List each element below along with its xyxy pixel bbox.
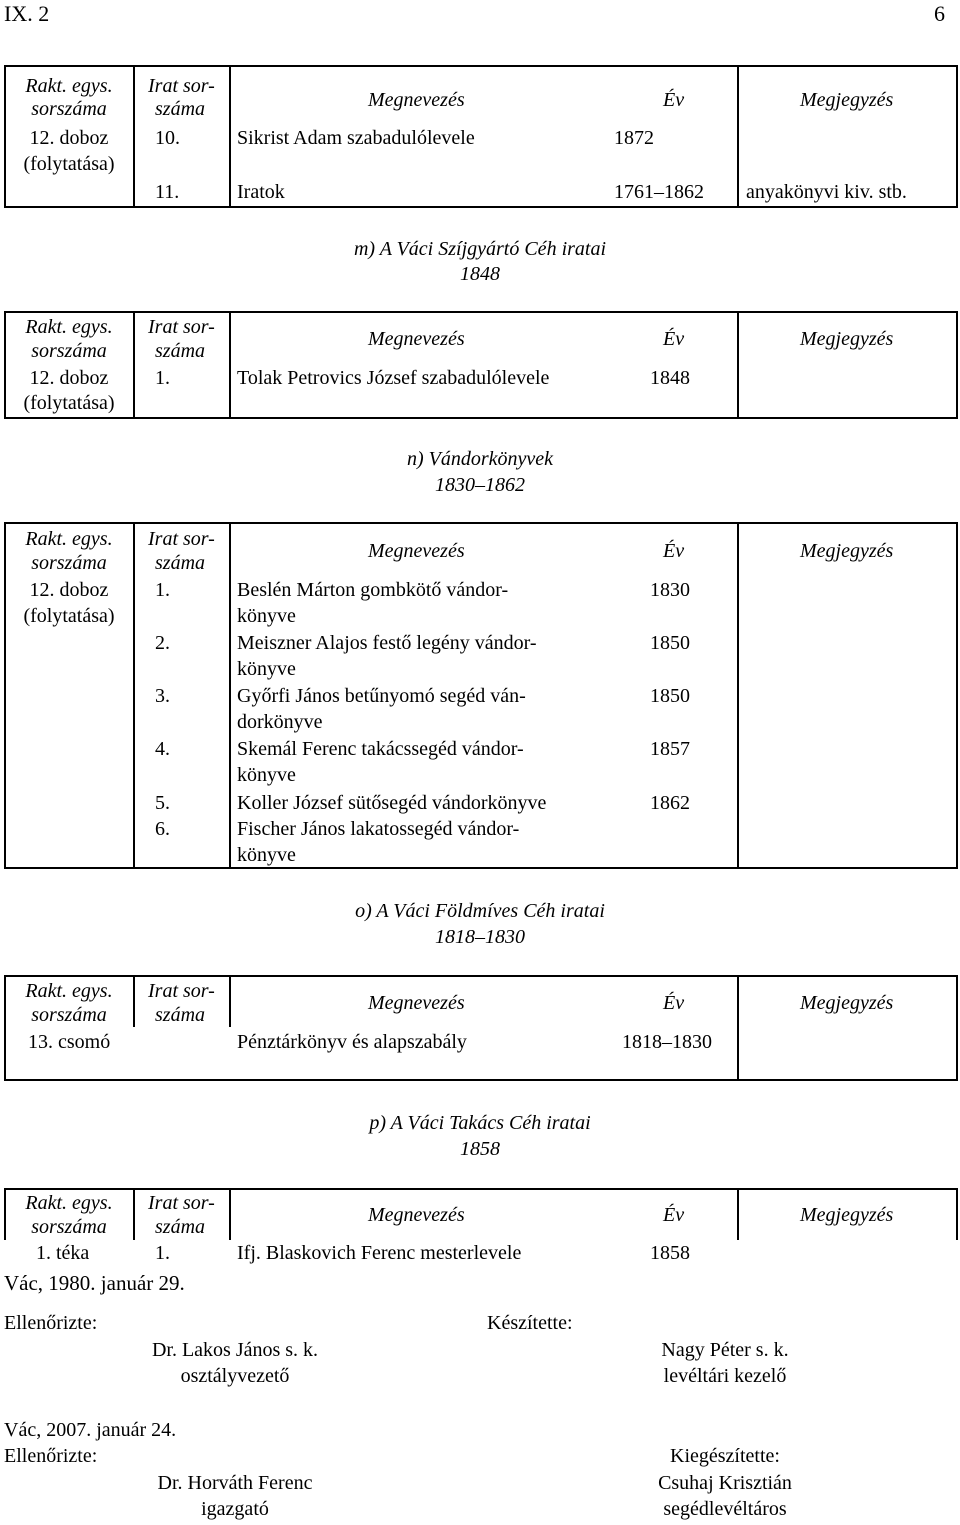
item-year: 1862 xyxy=(650,792,690,814)
unit-label: 13. csomó xyxy=(28,1031,111,1053)
col-header-rakt-1: Rakt. egys. xyxy=(25,75,113,97)
item-title-line-2: könyve xyxy=(237,605,296,627)
checker-2-title: igazgató xyxy=(201,1498,269,1520)
checked-label-2: Ellenőrizte: xyxy=(4,1445,98,1467)
col-header-rakt-1: Rakt. egys. xyxy=(25,528,113,550)
chapter-label: IX. 2 xyxy=(4,1,50,26)
item-number: 1. xyxy=(155,579,170,601)
unit-label-2: (folytatása) xyxy=(23,605,115,627)
item-year: 1858 xyxy=(650,1242,690,1264)
col-header-megjegyzes: Megjegyzés xyxy=(800,992,894,1014)
col-header-irat-1: Irat sor- xyxy=(148,528,215,550)
col-header-megjegyzes: Megjegyzés xyxy=(800,89,894,111)
section-years-n: 1830–1862 xyxy=(435,474,525,496)
col-header-irat-2: száma xyxy=(155,98,206,120)
supplementer-name: Csuhaj Krisztián xyxy=(658,1472,792,1494)
item-year: 1761–1862 xyxy=(614,181,704,203)
col-header-rakt-2: sorszáma xyxy=(31,552,107,574)
col-header-irat-1: Irat sor- xyxy=(148,1192,215,1214)
unit-label-1: 12. doboz xyxy=(29,367,109,389)
section-years-m: 1848 xyxy=(460,263,500,285)
page-number: 6 xyxy=(934,1,945,26)
unit-label-2: (folytatása) xyxy=(23,392,115,414)
checker-1-name: Dr. Lakos János s. k. xyxy=(151,1339,319,1361)
item-number: 11. xyxy=(155,181,180,203)
item-number: 10. xyxy=(155,127,180,149)
item-title: Pénztárkönyv és alapszabály xyxy=(237,1031,467,1053)
item-number: 6. xyxy=(155,818,170,840)
item-year: 1872 xyxy=(614,127,654,149)
section-title-m: m) A Váci Szíjgyártó Céh iratai xyxy=(353,238,607,260)
item-title-line-2: könyve xyxy=(237,658,296,680)
col-header-rakt-1: Rakt. egys. xyxy=(25,316,113,338)
col-header-megnevezes: Megnevezés xyxy=(368,89,465,111)
col-header-megnevezes: Megnevezés xyxy=(368,1204,465,1226)
preparer-title: levéltári kezelő xyxy=(663,1365,787,1387)
preparer-name: Nagy Péter s. k. xyxy=(661,1339,789,1361)
item-number: 1. xyxy=(155,1242,170,1264)
col-header-megnevezes: Megnevezés xyxy=(368,328,465,350)
col-header-irat-1: Irat sor- xyxy=(148,75,215,97)
item-title-line-2: könyve xyxy=(237,844,296,866)
item-title-line-1: Győrfi János betűnyomó segéd ván- xyxy=(237,685,526,707)
item-title-line-1: Beslén Márton gombkötő vándor- xyxy=(237,579,509,601)
col-header-rakt-2: sorszáma xyxy=(31,1216,107,1238)
col-header-ev: Év xyxy=(663,992,685,1014)
item-number: 1. xyxy=(155,367,170,389)
item-number: 5. xyxy=(155,792,170,814)
col-header-irat-2: száma xyxy=(155,552,206,574)
col-header-rakt-2: sorszáma xyxy=(31,98,107,120)
col-header-megjegyzes: Megjegyzés xyxy=(800,328,894,350)
place-date-1: Vác, 1980. január 29. xyxy=(4,1271,185,1295)
item-year: 1850 xyxy=(650,685,690,707)
col-header-irat-2: száma xyxy=(155,1004,206,1026)
item-title-line-1: Skemál Ferenc takácssegéd vándor- xyxy=(237,738,524,760)
item-title-line-1: Fischer János lakatossegéd vándor- xyxy=(237,818,520,840)
prepared-label: Készítette: xyxy=(487,1312,573,1334)
item-number: 4. xyxy=(155,738,170,760)
col-header-rakt-2: sorszáma xyxy=(31,1004,107,1026)
col-header-irat-2: száma xyxy=(155,340,206,362)
item-title-line-1: Meiszner Alajos festő legény vándor- xyxy=(237,632,537,654)
item-title-line-1: Koller József sütősegéd vándorkönyve xyxy=(237,792,547,814)
col-header-rakt-1: Rakt. egys. xyxy=(25,980,113,1002)
col-header-megnevezes: Megnevezés xyxy=(368,992,465,1014)
supplemented-label: Kiegészítette: xyxy=(670,1445,780,1467)
col-header-irat-2: száma xyxy=(155,1216,206,1238)
item-title: Ifj. Blaskovich Ferenc mesterlevele xyxy=(237,1242,522,1264)
checker-1-title: osztályvezető xyxy=(180,1365,290,1387)
item-title-line-2: dorkönyve xyxy=(237,711,323,733)
col-header-megjegyzes: Megjegyzés xyxy=(800,1204,894,1226)
section-title-p: p) A Váci Takács Céh iratai xyxy=(369,1112,591,1134)
item-year: 1848 xyxy=(650,367,690,389)
item-title-line-2: könyve xyxy=(237,764,296,786)
item-title: Iratok xyxy=(237,181,285,203)
item-number: 2. xyxy=(155,632,170,654)
unit-label-1: 12. doboz xyxy=(29,127,109,149)
item-number: 3. xyxy=(155,685,170,707)
place-date-2: Vác, 2007. január 24. xyxy=(4,1419,177,1441)
col-header-ev: Év xyxy=(663,1204,685,1226)
col-header-rakt-2: sorszáma xyxy=(31,340,107,362)
section-title-n: n) Vándorkönyvek xyxy=(406,448,554,470)
unit-label-1: 12. doboz xyxy=(29,579,109,601)
item-year: 1830 xyxy=(650,579,690,601)
item-year: 1857 xyxy=(650,738,690,760)
col-header-ev: Év xyxy=(663,328,685,350)
item-title: Sikrist Adam szabadulólevele xyxy=(237,127,475,149)
section-years-o: 1818–1830 xyxy=(435,926,525,948)
item-year: 1850 xyxy=(650,632,690,654)
item-year: 1818–1830 xyxy=(622,1031,712,1053)
section-title-o: o) A Váci Földmíves Céh iratai xyxy=(355,900,605,922)
item-title: Tolak Petrovics József szabadulólevele xyxy=(237,367,550,389)
supplementer-title: segédlevéltáros xyxy=(663,1498,787,1520)
col-header-megjegyzes: Megjegyzés xyxy=(800,540,894,562)
unit-label: 1. téka xyxy=(36,1242,90,1264)
col-header-ev: Év xyxy=(663,89,685,111)
checker-2-name: Dr. Horváth Ferenc xyxy=(157,1472,313,1494)
unit-label-2: (folytatása) xyxy=(23,153,115,175)
col-header-ev: Év xyxy=(663,540,685,562)
checked-label-1: Ellenőrizte: xyxy=(4,1312,98,1334)
col-header-rakt-1: Rakt. egys. xyxy=(25,1192,113,1214)
col-header-irat-1: Irat sor- xyxy=(148,316,215,338)
col-header-irat-1: Irat sor- xyxy=(148,980,215,1002)
item-note: anyakönyvi kiv. stb. xyxy=(746,181,907,203)
section-years-p: 1858 xyxy=(460,1138,500,1160)
col-header-megnevezes: Megnevezés xyxy=(368,540,465,562)
